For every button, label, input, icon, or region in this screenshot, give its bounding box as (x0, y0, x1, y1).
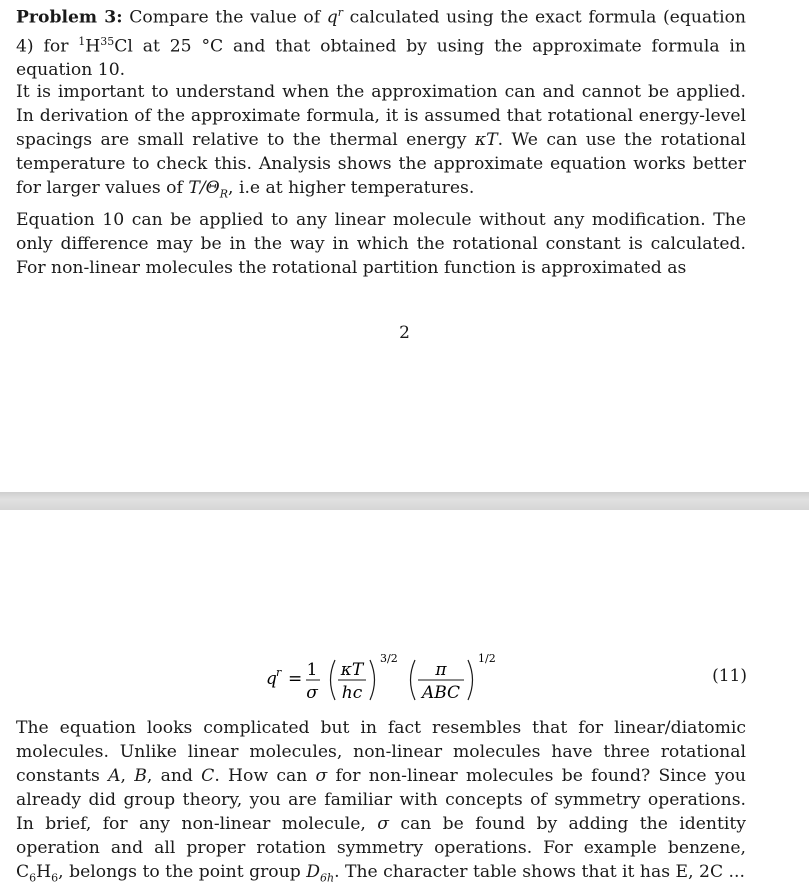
symmetry-paragraph: The equation looks complicated but in fact resembles that for linear/diatomic molecules. Unlike linear molecules, non-linear molecules have three rotational constants A, B, and C. How can σ for non-linear molecules be found? Since you already did group theory, you are familiar with concepts of symmetry operations. In brief, for any non-linear molecule, σ can be found by adding the identity operation and all proper rotation symmetry operations. For example benzene, $C_6H_6$, belongs to the point group $D_{6h}$. The character table shows that it has E, 2C ... (16, 718, 746, 885)
problem-paragraph: Problem 3: Compare the value of $q^r$ calculated using the exact formula (equation 4) for $^1H^{35}Cl$ at 25 °C and that obtained by using the approximate formula in equation 10. (16, 6, 746, 81)
eq-lhs: q (266, 669, 277, 689)
eq-lhs-sup: r (276, 666, 282, 679)
page-two (0, 510, 809, 885)
paren-left-1 (331, 660, 336, 700)
frac2-den: hc (341, 683, 363, 703)
page-number: 2 (399, 323, 410, 343)
exp2: 1/2 (478, 652, 496, 665)
eq-equals: = (288, 669, 303, 689)
frac3-num: π (435, 660, 447, 680)
equation-graphic (260, 648, 540, 708)
frac2-num: κT (340, 660, 364, 680)
page-gap (0, 492, 809, 510)
approximation-paragraph: It is important to understand when the approximation can and cannot be applied. In derivation of the approximate formula, it is assumed that rotational energy-level spacings are small relative to the thermal energy κT. We can use the rotational temperature to check this. Analysis shows the approximate equation works better for larger values of $T/\Theta_R$, i.e at higher temperatures. (16, 82, 746, 201)
exp1: 3/2 (380, 652, 398, 665)
nonlinear-paragraph: Equation 10 can be applied to any linear molecule without any modification. The only difference may be in the way in which the rotational constant is calculated. For non-linear molecules the rotational partition function is approximated as (16, 210, 746, 278)
paren-left-2 (411, 660, 416, 700)
frac1-den: σ (306, 683, 318, 703)
problem-label: Problem 3: (16, 7, 123, 28)
paren-right-1 (370, 660, 375, 700)
equation-11 (0, 648, 809, 708)
paren-right-2 (468, 660, 473, 700)
frac1-num: 1 (306, 660, 318, 680)
equation-number: (11) (712, 666, 747, 686)
frac3-den: ABC (421, 683, 461, 703)
